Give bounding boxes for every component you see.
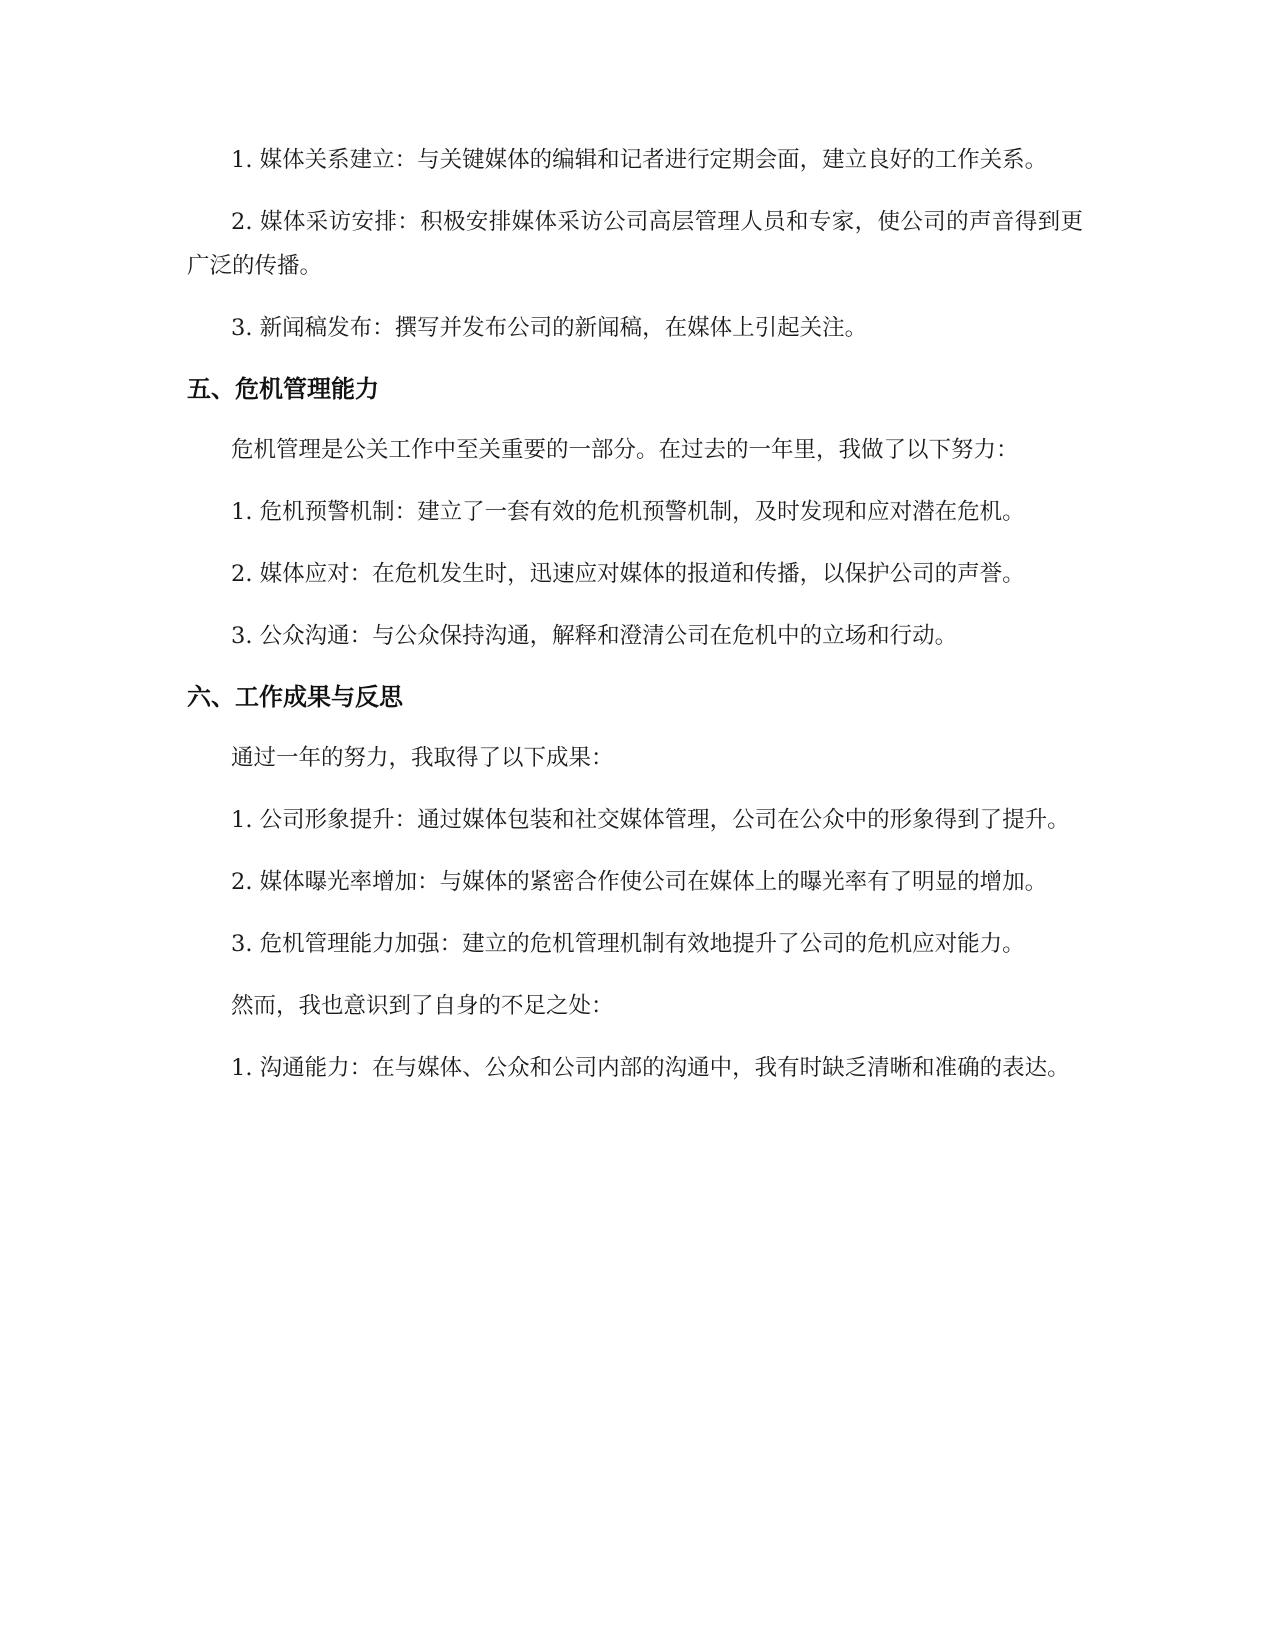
section-intro-paragraph: 危机管理是公关工作中至关重要的一部分。在过去的一年里，我做了以下努力： bbox=[231, 437, 1019, 463]
list-item-image-improvement: 1. 公司形象提升：通过媒体包装和社交媒体管理，公司在公众中的形象得到了提升。 bbox=[231, 807, 1070, 833]
list-item-media-relations: 1. 媒体关系建立：与关键媒体的编辑和记者进行定期会面，建立良好的工作关系。 bbox=[231, 147, 1048, 173]
shortcomings-intro-paragraph: 然而，我也意识到了自身的不足之处： bbox=[231, 993, 614, 1019]
document-page bbox=[187, 138, 1083, 1108]
list-item-press-release: 3. 新闻稿发布：撰写并发布公司的新闻稿，在媒体上引起关注。 bbox=[231, 315, 868, 341]
list-item-media-response: 2. 媒体应对：在危机发生时，迅速应对媒体的报道和传播，以保护公司的声誉。 bbox=[231, 561, 1025, 587]
list-item-crisis-warning: 1. 危机预警机制：建立了一套有效的危机预警机制，及时发现和应对潜在危机。 bbox=[231, 499, 1025, 525]
list-item-public-communication: 3. 公众沟通：与公众保持沟通，解释和澄清公司在危机中的立场和行动。 bbox=[231, 623, 958, 649]
section-heading-results-reflection: 六、工作成果与反思 bbox=[187, 683, 403, 711]
list-item-interview-arrangement: 2. 媒体采访安排：积极安排媒体采访公司高层管理人员和专家，使公司的声音得到更广泛的传播。 bbox=[187, 209, 1083, 279]
results-intro-paragraph: 通过一年的努力，我取得了以下成果： bbox=[231, 745, 614, 771]
list-item-crisis-capability: 3. 危机管理能力加强：建立的危机管理机制有效地提升了公司的危机应对能力。 bbox=[231, 931, 1025, 957]
list-item-communication-skills: 1. 沟通能力：在与媒体、公众和公司内部的沟通中，我有时缺乏清晰和准确的表达。 bbox=[231, 1055, 1070, 1081]
list-item-exposure-increase: 2. 媒体曝光率增加：与媒体的紧密合作使公司在媒体上的曝光率有了明显的增加。 bbox=[231, 869, 1048, 895]
section-heading-crisis-management: 五、危机管理能力 bbox=[187, 375, 379, 403]
